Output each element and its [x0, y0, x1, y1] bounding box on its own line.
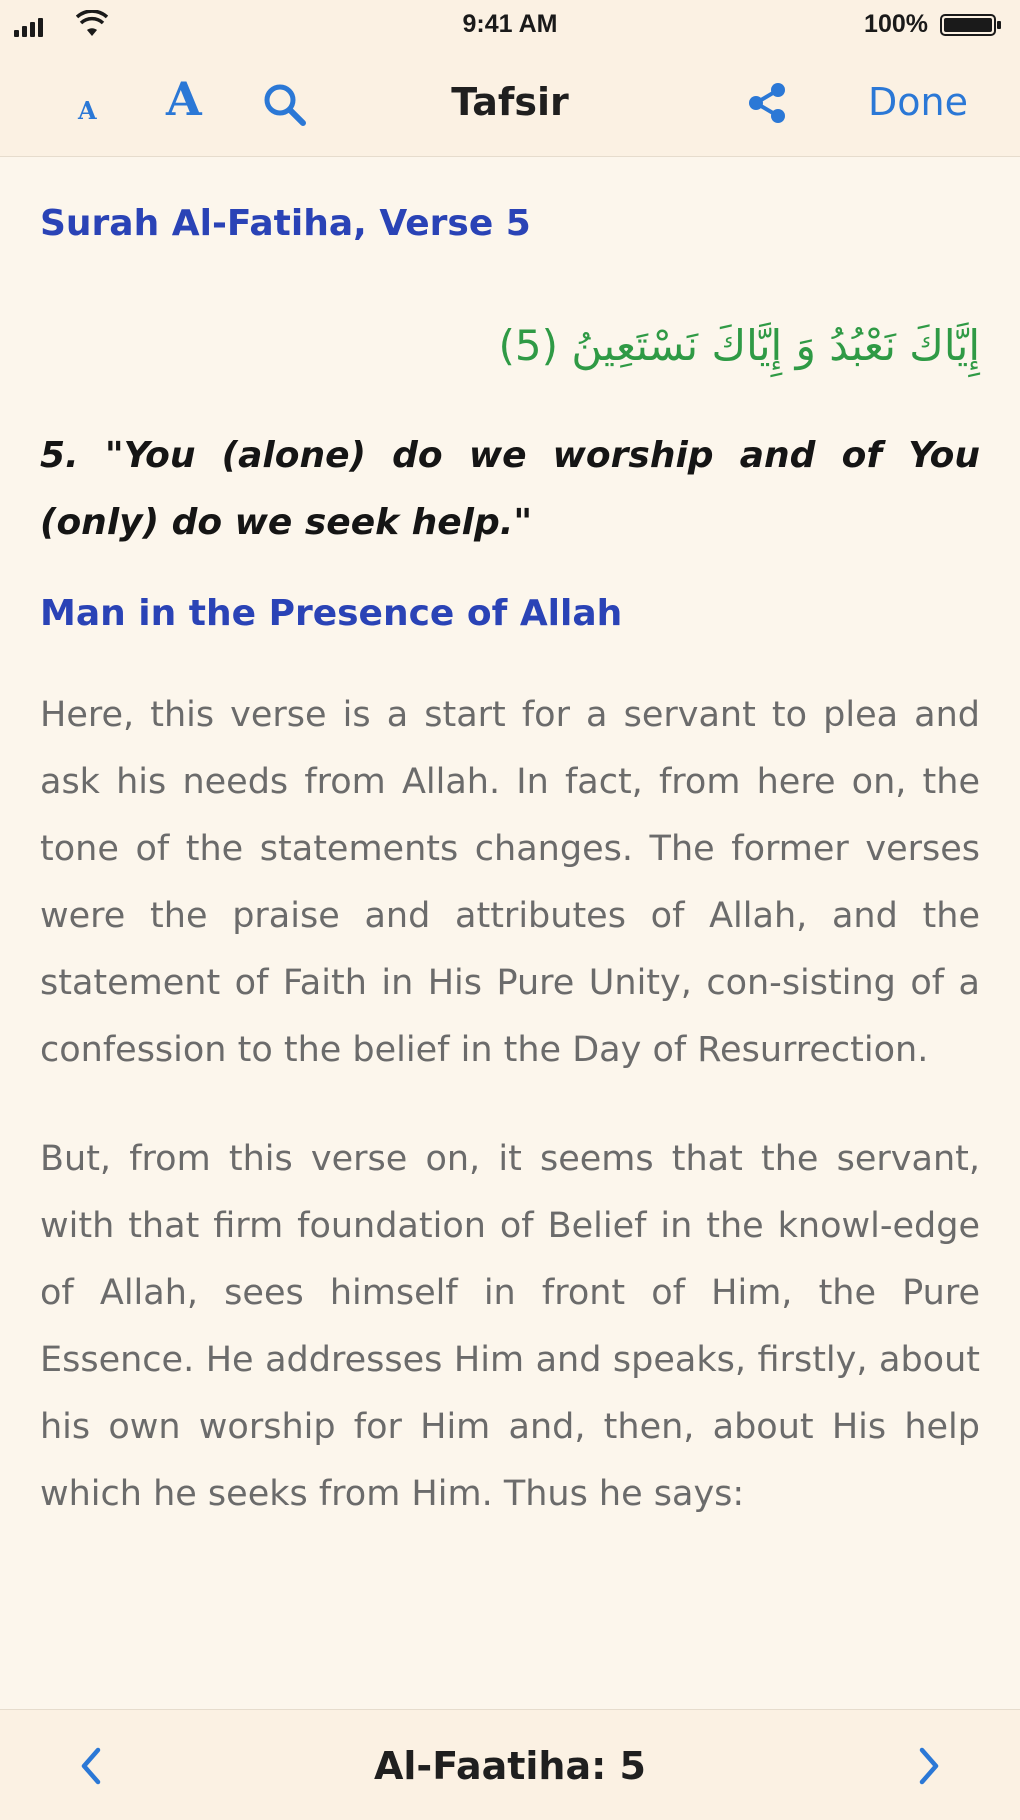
battery-percentage: 100% — [864, 10, 928, 38]
font-decrease-icon[interactable]: A — [78, 96, 97, 125]
verse-heading: Surah Al-Fatiha, Verse 5 — [40, 203, 531, 244]
battery-icon — [940, 14, 1002, 36]
status-time: 9:41 AM — [462, 10, 558, 38]
verse-reference: Al-Faatiha: 5 — [374, 1744, 646, 1788]
commentary-paragraph: But, from this verse on, it seems that the servant, with that firm foundation of Belief in the knowl-edge of Allah, sees himself in front of Him, the Pure Essence. He addresses Him and speaks, firstly, about his own worship for Him and, then, about His help which he seeks from Him. Thus he says: — [40, 1139, 980, 1514]
font-increase-icon[interactable]: A — [166, 72, 202, 126]
chevron-right-icon[interactable] — [908, 1744, 948, 1788]
tafsir-content — [40, 156, 980, 1528]
navigation-bar — [0, 50, 1020, 157]
section-heading: Man in the Presence of Allah — [40, 593, 623, 634]
bottom-toolbar — [0, 1709, 1020, 1820]
share-icon[interactable] — [744, 80, 790, 126]
status-bar — [0, 0, 1020, 50]
commentary-paragraph: Here, this verse is a start for a servant to plea and ask his needs from Allah. In fact, from here on, the tone of the statements changes. The former verses were the praise and attributes of Allah, and the statement of Faith in His Pure Unity, con-sisting of a confession to the belief in the Day of Resurrection. — [40, 695, 980, 1070]
chevron-left-icon[interactable] — [72, 1744, 112, 1788]
done-button[interactable]: Done — [868, 80, 968, 124]
verse-translation: 5. "You (alone) do we worship and of You (only) do we seek help." — [40, 435, 980, 543]
page-title: Tafsir — [451, 80, 569, 124]
search-icon[interactable] — [260, 80, 308, 128]
arabic-verse: إِيَّاكَ نَعْبُدُ وَ إِيَّاكَ نَسْتَعِينُ (5) — [498, 321, 980, 370]
